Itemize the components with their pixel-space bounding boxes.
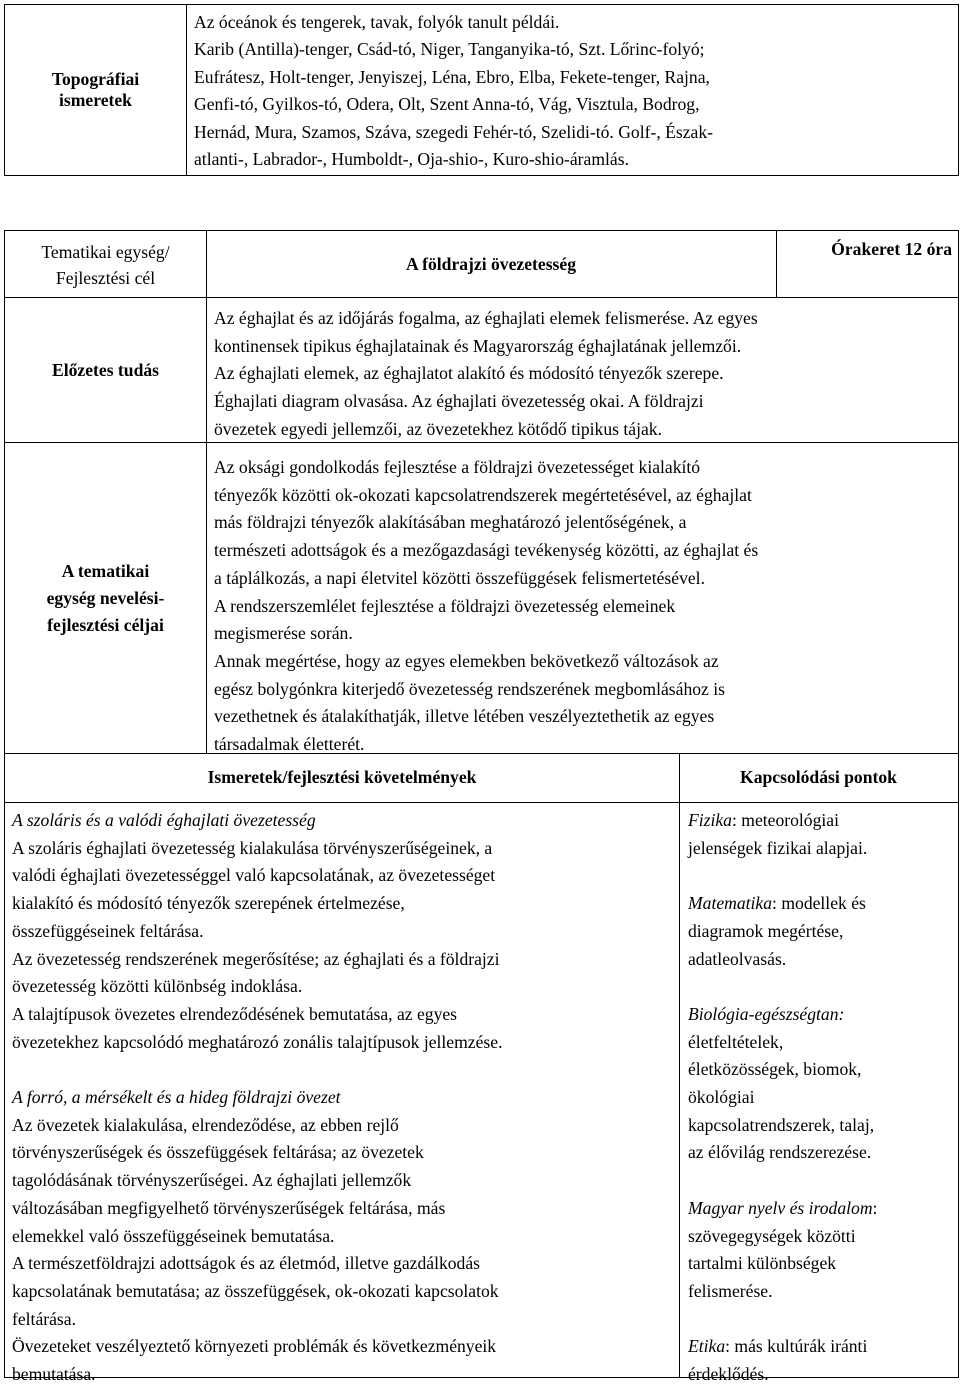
goals-label-line: egység nevelési- bbox=[46, 587, 165, 608]
goals-line: tényezők közötti ok-okozati kapcsolatrendszerek megértetésével, az éghajlat bbox=[214, 484, 752, 505]
prior-line: kontinensek tipikus éghajlatainak és Magyarország éghajlatának jellemzői. bbox=[214, 335, 742, 356]
goals-label-line: fejlesztési céljai bbox=[47, 614, 164, 635]
connection-line: az élővilág rendszerezése. bbox=[688, 1142, 872, 1163]
topo-line: Az óceánok és tengerek, tavak, folyók tanult példái. bbox=[194, 12, 560, 32]
requirements-line: Az övezetek kialakulása, elrendeződése, az ebben rejlő bbox=[12, 1114, 399, 1135]
connection-line: felismerése. bbox=[688, 1280, 773, 1301]
requirements-line: A természetföldrajzi adottságok és az életmód, illetve gazdálkodás bbox=[12, 1253, 481, 1274]
connection-item bbox=[688, 1195, 958, 1223]
connection-line: életfeltételek, bbox=[688, 1031, 784, 1052]
connection-line: érdeklődés. bbox=[688, 1364, 769, 1384]
topo-line: Genfi-tó, Gyilkos-tó, Odera, Olt, Szent Anna-tó, Vág, Visztula, Bodrog, bbox=[194, 94, 700, 115]
connection-text: más kultúrák iránti bbox=[730, 1336, 868, 1357]
connection-sep: : bbox=[772, 893, 777, 914]
prior-line: övezetek egyedi jellemzői, az övezetekhez kötődő tipikus tájak. bbox=[214, 418, 662, 439]
unit-title: A földrajzi övezetesség bbox=[405, 254, 576, 274]
prior-line: Éghajlati diagram olvasása. Az éghajlati övezetesség okai. A földrajzi bbox=[214, 391, 704, 412]
requirements-line: elemekkel való összefüggéseinek bemutatása. bbox=[12, 1225, 335, 1246]
unit-title-cell bbox=[206, 230, 777, 298]
topo-label-cell bbox=[4, 4, 187, 176]
prior-line: Az éghajlat és az időjárás fogalma, az éghajlati elemek felismerése. Az egyes bbox=[214, 308, 758, 328]
goals-line: társadalmak életterét. bbox=[214, 734, 365, 755]
connection-subject: Magyar nyelv és irodalom bbox=[688, 1197, 873, 1218]
connection-line: szövegegységek közötti bbox=[688, 1225, 856, 1246]
requirements-header-cell bbox=[4, 753, 680, 803]
connection-spacer bbox=[688, 973, 958, 1001]
requirements-line: Övezeteket veszélyeztető környezeti problémák és következményeik bbox=[12, 1336, 497, 1357]
requirements-line: A szoláris éghajlati övezetesség kialakulása törvényszerűségeinek, a bbox=[12, 837, 493, 858]
prior-content-cell bbox=[206, 297, 959, 443]
unit-hours-cell bbox=[776, 230, 959, 298]
connection-item bbox=[688, 1333, 958, 1361]
goals-content-cell bbox=[206, 442, 959, 754]
requirements-line: változásában megfigyelhető törvényszerűségek feltárása, más bbox=[12, 1197, 446, 1218]
goals-line: egész bolygónkra kiterjedő övezetesség rendszerének megbomlásához is bbox=[214, 678, 726, 699]
topo-line: Karib (Antilla)-tenger, Csád-tó, Niger, Tanganyika-tó, Szt. Lőrinc-folyó; bbox=[194, 39, 705, 60]
connection-sep: : bbox=[872, 1197, 878, 1218]
requirements-header: Ismeretek/fejlesztési követelmények bbox=[207, 767, 477, 787]
goals-line: A rendszerszemlélet fejlesztése a földrajzi övezetesség elemeinek bbox=[214, 595, 676, 616]
goals-label-line: A tematikai bbox=[61, 560, 150, 581]
requirements-line: összefüggéseinek feltárása. bbox=[12, 920, 204, 941]
topo-label-line: ismeretek bbox=[59, 90, 132, 110]
requirements-line: törvényszerűségek és összefüggések feltárása; az övezetek bbox=[12, 1142, 424, 1163]
connection-line: kapcsolatrendszerek, talaj, bbox=[688, 1114, 875, 1135]
connection-line: diagramok megértése, bbox=[688, 920, 844, 941]
connection-line: tartalmi különbségek bbox=[688, 1253, 837, 1274]
unit-label-line: Fejlesztési cél bbox=[55, 267, 156, 288]
connection-item bbox=[688, 1001, 958, 1029]
requirements-line: tagolódásának törvényszerűségei. Az éghajlati jellemzők bbox=[12, 1170, 412, 1191]
connection-subject: Fizika bbox=[688, 810, 732, 830]
requirements-line: övezetekhez kapcsolódó meghatározó zonális talajtípusok jellemzése. bbox=[12, 1031, 503, 1052]
connection-subject: Biológia-egészségtan: bbox=[688, 1003, 845, 1024]
connection-text: meteorológiai bbox=[736, 810, 839, 830]
requirements-line: valódi éghajlati övezetességgel való kapcsolatának, az övezetességet bbox=[12, 865, 496, 886]
connection-sep: : bbox=[725, 1336, 731, 1357]
requirements-line: kapcsolatának bemutatása; az összefüggések, ok-okozati kapcsolatok bbox=[12, 1280, 499, 1301]
connection-line: életközösségek, biomok, bbox=[688, 1059, 862, 1080]
topo-line: Eufrátesz, Holt-tenger, Jenyiszej, Léna, Ebro, Elba, Fekete-tenger, Rajna, bbox=[194, 66, 710, 87]
requirements-line: övezetesség közötti különbség indoklása. bbox=[12, 976, 303, 997]
connection-spacer bbox=[688, 1167, 958, 1195]
connection-sep: : bbox=[731, 810, 737, 830]
topo-line: atlanti-, Labrador-, Humboldt-, Oja-shio-, Kuro-shio-áramlás. bbox=[194, 149, 629, 170]
unit-hours: Órakeret 12 óra bbox=[831, 239, 952, 259]
requirements-content-cell bbox=[4, 802, 680, 1385]
connection-spacer bbox=[688, 1306, 958, 1334]
requirements-section-title: A forró, a mérsékelt és a hideg földrajzi övezet bbox=[12, 1087, 341, 1108]
goals-line: megismerése során. bbox=[214, 623, 353, 644]
connection-subject: Matematika bbox=[688, 893, 773, 914]
unit-label-cell bbox=[4, 230, 207, 298]
connection-line: ökológiai bbox=[688, 1087, 755, 1107]
topo-content-cell bbox=[186, 4, 959, 176]
connection-text: modellek és bbox=[776, 893, 866, 914]
requirements-line: Az övezetesség rendszerének megerősítése; az éghajlati és a földrajzi bbox=[12, 948, 500, 969]
requirements-line: A talajtípusok övezetes elrendeződésének bemutatása, az egyes bbox=[12, 1003, 458, 1024]
requirements-line: kialakító és módosító tényezők szerepének értelmezése, bbox=[12, 893, 405, 914]
requirements-line: bemutatása. bbox=[12, 1364, 96, 1385]
unit-label-line: Tematikai egység/ bbox=[41, 241, 170, 262]
goals-line: a táplálkozás, a napi életvitel közötti összefüggések felismertetésével. bbox=[214, 567, 705, 588]
goals-line: természeti adottságok és a mezőgazdasági tevékenység közötti, az éghajlat és bbox=[214, 540, 759, 561]
topo-label-line: Topográfiai bbox=[51, 69, 140, 89]
connections-header: Kapcsolódási pontok bbox=[740, 767, 897, 787]
requirements-line: feltárása. bbox=[12, 1308, 76, 1329]
goals-line: Az oksági gondolkodás fejlesztése a földrajzi övezetességet kialakító bbox=[214, 457, 701, 477]
prior-label: Előzetes tudás bbox=[51, 360, 160, 380]
connection-item bbox=[688, 890, 958, 918]
requirements-section-title: A szoláris és a valódi éghajlati övezetesség bbox=[12, 810, 316, 830]
goals-line: más földrajzi tényezők alakításában meghatározó jelentőségének, a bbox=[214, 512, 687, 533]
connection-spacer bbox=[688, 862, 958, 890]
connections-content-cell bbox=[679, 802, 959, 1384]
goals-line: vezethetnek és átalakíthatják, illetve létében veszélyeztethetik az egyes bbox=[214, 706, 715, 727]
prior-label-cell bbox=[4, 297, 207, 443]
goals-line: Annak megértése, hogy az egyes elemekben bekövetkező változások az bbox=[214, 650, 719, 671]
requirements-spacer bbox=[12, 1056, 679, 1084]
connections-header-cell bbox=[679, 753, 959, 803]
connection-subject: Etika bbox=[688, 1336, 726, 1357]
connection-line: adatleolvasás. bbox=[688, 948, 787, 969]
connection-line: jelenségek fizikai alapjai. bbox=[688, 837, 868, 858]
goals-label-cell bbox=[4, 442, 207, 754]
prior-line: Az éghajlati elemek, az éghajlatot alakító és módosító tényezők szerepe. bbox=[214, 363, 724, 384]
connection-item bbox=[688, 807, 958, 835]
topo-line: Hernád, Mura, Szamos, Száva, szegedi Fehér-tó, Szelidi-tó. Golf-, Észak- bbox=[194, 121, 713, 142]
